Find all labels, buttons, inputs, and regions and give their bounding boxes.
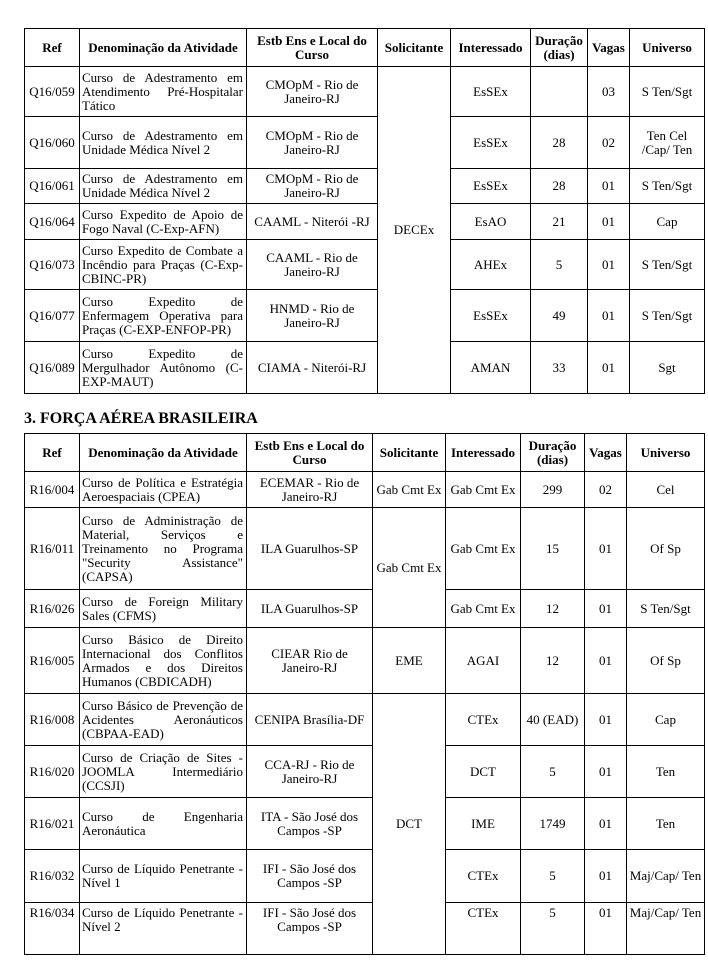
header-interessado: Interessado xyxy=(446,434,521,472)
cell-duracao: 28 xyxy=(531,169,588,204)
cell-ref: R16/011 xyxy=(25,508,80,590)
cell-denominacao: Curso Expedito de Enfermagem Operativa para Praças (C-EXP-ENFOP-PR) xyxy=(80,290,247,342)
cell-duracao xyxy=(531,67,588,117)
cell-universo: Ten xyxy=(627,798,705,850)
header-vagas: Vagas xyxy=(585,434,627,472)
cell-interessado: AMAN xyxy=(451,342,531,394)
cell-universo: Of Sp xyxy=(627,628,705,694)
header-solicitante: Solicitante xyxy=(373,434,446,472)
cell-vagas: 01 xyxy=(585,694,627,746)
table-row xyxy=(25,240,705,290)
header-universo: Universo xyxy=(627,434,705,472)
cell-vagas: 01 xyxy=(585,628,627,694)
cell-universo: Ten xyxy=(627,746,705,798)
cell-duracao: 40 (EAD) xyxy=(521,694,585,746)
cell-ref: R16/004 xyxy=(25,472,80,508)
cell-ref: R16/026 xyxy=(25,590,80,628)
cell-estb: CENIPA Brasília-DF xyxy=(247,694,373,746)
cell-interessado: EsSEx xyxy=(451,290,531,342)
cell-duracao: 12 xyxy=(521,628,585,694)
table-row xyxy=(25,204,705,240)
cell-duracao: 299 xyxy=(521,472,585,508)
header-duracao: Duração (dias) xyxy=(521,434,585,472)
cell-duracao: 5 xyxy=(521,850,585,903)
cell-vagas: 01 xyxy=(588,240,630,290)
header-duracao: Duração (dias) xyxy=(531,29,588,67)
cell-duracao: 21 xyxy=(531,204,588,240)
header-vagas: Vagas xyxy=(588,29,630,67)
cell-ref: Q16/077 xyxy=(25,290,80,342)
cell-universo: S Ten/Sgt xyxy=(630,169,705,204)
cell-interessado: IME xyxy=(446,798,521,850)
cell-vagas: 02 xyxy=(585,472,627,508)
cell-denominacao: Curso Básico de Direito Internacional dos Conflitos Armados e dos Direitos Humanos (CBDICADH) xyxy=(80,628,247,694)
cell-duracao: 1749 xyxy=(521,798,585,850)
cell-estb: CIEAR Rio de Janeiro-RJ xyxy=(247,628,373,694)
table-forca-aerea xyxy=(24,433,705,955)
cell-interessado: Gab Cmt Ex xyxy=(446,590,521,628)
header-estb: Estb Ens e Local do Curso xyxy=(247,29,378,67)
cell-universo: Maj/Cap/ Ten xyxy=(627,903,705,955)
cell-estb: CCA-RJ - Rio de Janeiro-RJ xyxy=(247,746,373,798)
cell-ref: Q16/064 xyxy=(25,204,80,240)
table-row xyxy=(25,746,705,798)
table-row xyxy=(25,342,705,394)
header-universo: Universo xyxy=(630,29,705,67)
cell-vagas: 02 xyxy=(588,117,630,169)
cell-interessado: EsSEx xyxy=(451,117,531,169)
cell-denominacao: Curso de Foreign Military Sales (CFMS) xyxy=(80,590,247,628)
table-header xyxy=(25,434,705,472)
cell-ref: Q16/061 xyxy=(25,169,80,204)
cell-vagas: 03 xyxy=(588,67,630,117)
cell-universo: Cap xyxy=(630,204,705,240)
table-row xyxy=(25,290,705,342)
cell-solicitante: Gab Cmt Ex xyxy=(373,508,446,628)
cell-duracao: 5 xyxy=(531,240,588,290)
cell-universo: Maj/Cap/ Ten xyxy=(627,850,705,903)
cell-denominacao: Curso Básico de Prevenção de Acidentes Aeronáuticos (CBPAA-EAD) xyxy=(80,694,247,746)
table-row xyxy=(25,508,705,590)
cell-estb: IFI - São José dos Campos -SP xyxy=(247,850,373,903)
cell-vagas: 01 xyxy=(588,169,630,204)
cell-solicitante: DCT xyxy=(373,694,446,955)
cell-ref: Q16/060 xyxy=(25,117,80,169)
cell-estb: CMOpM - Rio de Janeiro-RJ xyxy=(247,67,378,117)
cell-interessado: AHEx xyxy=(451,240,531,290)
cell-vagas: 01 xyxy=(588,342,630,394)
cell-estb: CIAMA - Niterói-RJ xyxy=(247,342,378,394)
cell-solicitante: Gab Cmt Ex xyxy=(373,472,446,508)
cell-vagas: 01 xyxy=(585,508,627,590)
table-row xyxy=(25,628,705,694)
cell-estb: CMOpM - Rio de Janeiro-RJ xyxy=(247,169,378,204)
cell-estb: IFI - São José dos Campos -SP xyxy=(247,903,373,955)
cell-universo: Ten Cel /Cap/ Ten xyxy=(630,117,705,169)
cell-ref: R16/032 xyxy=(25,850,80,903)
table-row xyxy=(25,903,705,955)
cell-duracao: 33 xyxy=(531,342,588,394)
cell-universo: S Ten/Sgt xyxy=(630,290,705,342)
cell-denominacao: Curso de Adestramento em Unidade Médica Nível 2 xyxy=(80,117,247,169)
cell-ref: R16/034 xyxy=(25,903,80,955)
cell-duracao: 5 xyxy=(521,903,585,955)
cell-universo: Cap xyxy=(627,694,705,746)
cell-solicitante: EME xyxy=(373,628,446,694)
cell-estb: CMOpM - Rio de Janeiro-RJ xyxy=(247,117,378,169)
header-solicitante: Solicitante xyxy=(378,29,451,67)
cell-vagas: 01 xyxy=(588,290,630,342)
cell-denominacao: Curso de Adestramento em Atendimento Pré-Hospitalar Tático xyxy=(80,67,247,117)
table-row xyxy=(25,67,705,117)
cell-interessado: EsSEx xyxy=(451,67,531,117)
cell-duracao: 12 xyxy=(521,590,585,628)
cell-interessado: EsSEx xyxy=(451,169,531,204)
cell-denominacao: Curso Expedito de Apoio de Fogo Naval (C-Exp-AFN) xyxy=(80,204,247,240)
cell-vagas: 01 xyxy=(585,850,627,903)
cell-denominacao: Curso de Política e Estratégia Aeroespaciais (CPEA) xyxy=(80,472,247,508)
table-exercito xyxy=(24,28,705,394)
cell-interessado: CTEx xyxy=(446,850,521,903)
cell-estb: ITA - São José dos Campos -SP xyxy=(247,798,373,850)
header-ref: Ref xyxy=(25,29,80,67)
cell-interessado: CTEx xyxy=(446,903,521,955)
cell-denominacao: Curso de Líquido Penetrante - Nível 2 xyxy=(80,903,247,955)
cell-denominacao: Curso Expedito de Mergulhador Autônomo (C-EXP-MAUT) xyxy=(80,342,247,394)
cell-ref: Q16/073 xyxy=(25,240,80,290)
cell-estb: ECEMAR - Rio de Janeiro-RJ xyxy=(247,472,373,508)
header-ref: Ref xyxy=(25,434,80,472)
cell-denominacao: Curso de Administração de Material, Serviços e Treinamento no Programa "Security Assistance" (CAPSA) xyxy=(80,508,247,590)
cell-denominacao: Curso de Adestramento em Unidade Médica Nível 2 xyxy=(80,169,247,204)
cell-denominacao: Curso de Criação de Sites - JOOMLA Intermediário (CCSJI) xyxy=(80,746,247,798)
cell-denominacao: Curso Expedito de Combate a Incêndio para Praças (C-Exp-CBINC-PR) xyxy=(80,240,247,290)
table-row xyxy=(25,850,705,903)
cell-interessado: Gab Cmt Ex xyxy=(446,508,521,590)
cell-ref: R16/020 xyxy=(25,746,80,798)
cell-universo: S Ten/Sgt xyxy=(630,67,705,117)
cell-vagas: 01 xyxy=(585,903,627,955)
table-row xyxy=(25,694,705,746)
cell-universo: Of Sp xyxy=(627,508,705,590)
cell-ref: Q16/059 xyxy=(25,67,80,117)
table-row xyxy=(25,590,705,628)
cell-ref: R16/005 xyxy=(25,628,80,694)
cell-universo: Sgt xyxy=(630,342,705,394)
cell-duracao: 5 xyxy=(521,746,585,798)
cell-universo: S Ten/Sgt xyxy=(627,590,705,628)
cell-ref: R16/021 xyxy=(25,798,80,850)
table-row xyxy=(25,798,705,850)
cell-estb: CAAML - Rio de Janeiro-RJ xyxy=(247,240,378,290)
cell-estb: ILA Guarulhos-SP xyxy=(247,590,373,628)
table-header xyxy=(25,29,705,67)
cell-duracao: 28 xyxy=(531,117,588,169)
cell-vagas: 01 xyxy=(585,590,627,628)
cell-estb: HNMD - Rio de Janeiro-RJ xyxy=(247,290,378,342)
cell-denominacao: Curso de Engenharia Aeronáutica xyxy=(80,798,247,850)
cell-denominacao: Curso de Líquido Penetrante - Nível 1 xyxy=(80,850,247,903)
cell-universo: Cel xyxy=(627,472,705,508)
cell-estb: ILA Guarulhos-SP xyxy=(247,508,373,590)
cell-vagas: 01 xyxy=(585,746,627,798)
cell-interessado: EsAO xyxy=(451,204,531,240)
header-estb: Estb Ens e Local do Curso xyxy=(247,434,373,472)
cell-interessado: CTEx xyxy=(446,694,521,746)
cell-duracao: 15 xyxy=(521,508,585,590)
cell-interessado: Gab Cmt Ex xyxy=(446,472,521,508)
table-row xyxy=(25,169,705,204)
header-denominacao: Denominação da Atividade xyxy=(80,434,247,472)
table-row xyxy=(25,117,705,169)
header-interessado: Interessado xyxy=(451,29,531,67)
cell-vagas: 01 xyxy=(585,798,627,850)
cell-ref: Q16/089 xyxy=(25,342,80,394)
cell-interessado: AGAI xyxy=(446,628,521,694)
table-row xyxy=(25,472,705,508)
cell-vagas: 01 xyxy=(588,204,630,240)
section-heading: 3. FORÇA AÉREA BRASILEIRA xyxy=(24,410,258,427)
cell-universo: S Ten/Sgt xyxy=(630,240,705,290)
cell-duracao: 49 xyxy=(531,290,588,342)
cell-ref: R16/008 xyxy=(25,694,80,746)
cell-estb: CAAML - Niterói -RJ xyxy=(247,204,378,240)
header-denominacao: Denominação da Atividade xyxy=(80,29,247,67)
cell-interessado: DCT xyxy=(446,746,521,798)
cell-solicitante: DECEx xyxy=(378,67,451,394)
